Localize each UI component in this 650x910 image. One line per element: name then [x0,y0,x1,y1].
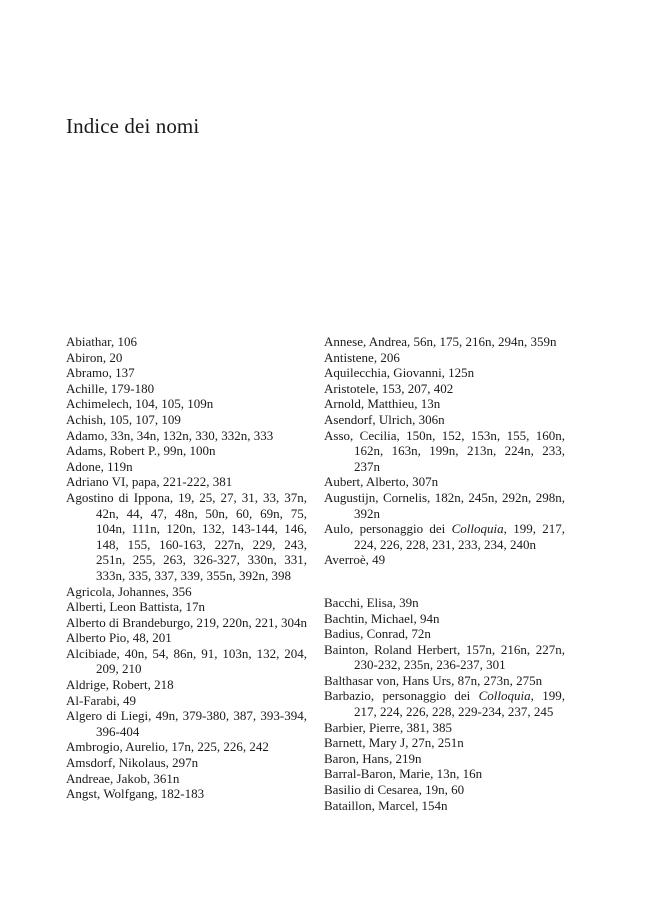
entry-pages: , 199, 217, 224, 226, 228, 231, 233, 234, 240n [354,521,565,552]
index-entry: Asendorf, Ulrich, 306n [324,411,445,427]
index-entry: Abiron, 20 [66,349,123,365]
index-entry: Averroè, 49 [324,552,386,568]
index-entry: Ambrogio, Aurelio, 17n, 225, 226, 242 [66,739,269,755]
entry-prefix: Barbazio, personaggio dei [324,688,479,704]
work-title: Colloquia [478,688,531,704]
index-entry: Agricola, Johannes, 356 [66,583,192,599]
index-entry: Baron, Hans, 219n [324,750,422,766]
index-entry: Adamo, 33n, 34n, 132n, 330, 332n, 333 [66,427,274,443]
index-entry: Bachtin, Michael, 94n [324,610,440,626]
index-entry: Barnett, Mary J, 27n, 251n [324,735,464,751]
index-entry: Achille, 179-180 [66,380,155,396]
index-entry: Aristotele, 153, 207, 402 [324,380,454,396]
index-entry: Agostino di Ippona, 19, 25, 27, 31, 33, 37n, 42n, 44, 47, 48n, 50n, 60, 69n, 75, 104n, 111n, 120n, 132, 143-144, 146, 148, 155, 160-163, 227n, 229, 243, 251n, 255, 263, 326-327, 330n, 331, 333n, 335, 337, 339, 355n, 392n, 398 [66,489,307,583]
index-entry: Achimelech, 104, 105, 109n [66,396,214,412]
index-entry: Aubert, Alberto, 307n [324,474,439,490]
index-entry: Alberti, Leon Battista, 17n [66,599,206,615]
index-entry: Adams, Robert P., 99n, 100n [66,443,216,459]
index-entry: Alberto di Brandeburgo, 219, 220n, 221, 304n [66,614,307,630]
index-entry: Basilio di Cesarea, 19n, 60 [324,782,465,798]
index-entry: Arnold, Matthieu, 13n [324,396,441,412]
index-column-left [66,334,307,802]
index-entry: Adone, 119n [66,458,133,474]
index-column-right [324,334,565,813]
index-entry: Antistene, 206 [324,349,400,365]
index-entry-barbazio [324,688,565,719]
index-entry: Bacchi, Elisa, 39n [324,594,419,610]
index-entry: Bataillon, Marcel, 154n [324,797,448,813]
index-entry: Amsdorf, Nikolaus, 297n [66,755,199,771]
index-entry: Bainton, Roland Herbert, 157n, 216n, 227n, 230-232, 235n, 236-237, 301 [324,641,565,673]
index-entry: Alcibiade, 40n, 54, 86n, 91, 103n, 132, 204, 209, 210 [66,645,307,677]
index-entry: Asso, Cecilia, 150n, 152, 153n, 155, 160n, 162n, 163n, 199n, 213n, 224n, 233, 237n [324,427,565,474]
index-entry: Badius, Conrad, 72n [324,626,431,642]
index-entry: Algero di Liegi, 49n, 379-380, 387, 393-394, 396-404 [66,708,307,739]
index-entry: Andreae, Jakob, 361n [66,770,180,786]
index-entry: Adriano VI, papa, 221-222, 381 [66,474,233,490]
index-entry: Augustijn, Cornelis, 182n, 245n, 292n, 298n, 392n [324,489,565,521]
letter-section-gap [324,568,565,595]
index-entry: Abramo, 137 [66,365,135,381]
index-entry: Abiathar, 106 [66,334,137,349]
index-entry: Alberto Pio, 48, 201 [66,630,172,646]
index-entry: Angst, Wolfgang, 182-183 [66,786,205,802]
index-entry: Aldrige, Robert, 218 [66,677,174,693]
index-entry: Annese, Andrea, 56n, 175, 216n, 294n, 359n [324,334,557,349]
index-entry: Barral-Baron, Marie, 13n, 16n [324,766,483,782]
index-entry: Balthasar von, Hans Urs, 87n, 273n, 275n [324,672,543,688]
entry-pages: , 199, 217, 224, 226, 228, 229-234, 237, 245 [354,688,566,720]
entry-prefix: Aulo, personaggio dei [324,521,452,537]
work-title: Colloquia [451,521,504,537]
index-entry: Achish, 105, 107, 109 [66,411,181,427]
page-title: Indice dei nomi [66,114,200,138]
index-entry: Al-Farabi, 49 [66,692,137,708]
index-entry: Barbier, Pierre, 381, 385 [324,719,453,735]
index-entry: Aquilecchia, Giovanni, 125n [324,365,475,381]
index-entry-aulo [324,521,565,552]
